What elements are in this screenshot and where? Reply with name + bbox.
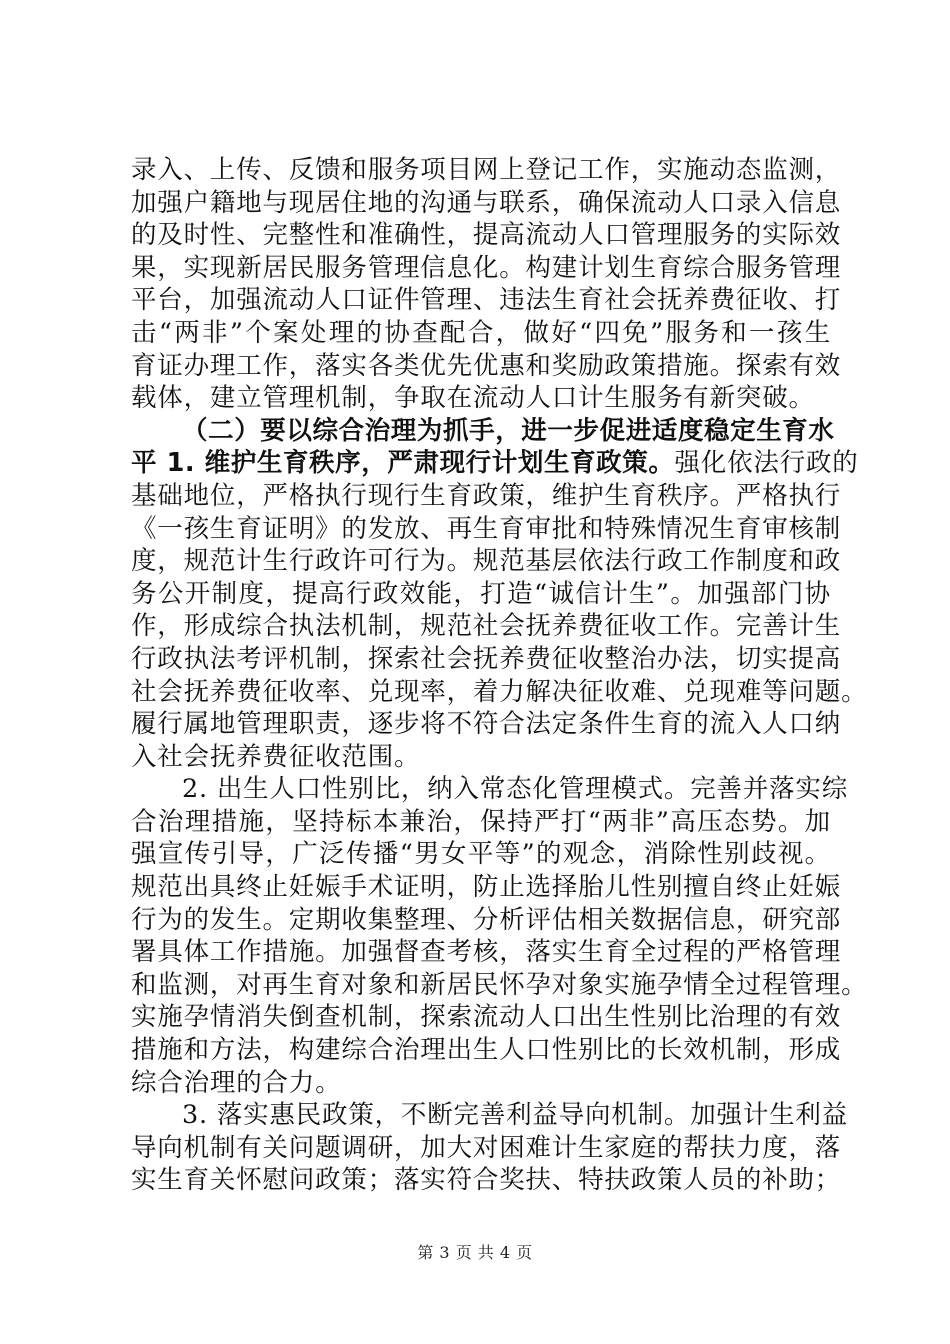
subsection-title: 平 1. 维护生育秩序，严肃现行计划生育政策。	[131, 448, 675, 479]
paragraph-line: 措施和方法，构建综合治理出生人口性别比的长效机制，形成	[131, 1035, 842, 1066]
paragraph-line: 果，实现新居民服务管理信息化。构建计划生育综合服务管理	[131, 252, 842, 283]
section-heading-text: （二）要以综合治理为抓手，进一步促进适度稳定生育水	[182, 415, 835, 446]
paragraph-line: 的及时性、完整性和准确性，提高流动人口管理服务的实际效	[131, 220, 842, 251]
document-body	[131, 154, 868, 1197]
list-item-heading: 3. 落实惠民政策，不断完善利益导向机制。加强计生利益	[182, 1100, 849, 1131]
paragraph-line: 强宣传引导，广泛传播“男女平等”的观念，消除性别歧视。	[131, 839, 831, 870]
paragraph-line: 入社会抚养费征收范围。	[131, 741, 421, 772]
paragraph-line: 合治理措施，坚持标本兼治，保持严打“两非”高压态势。加	[131, 806, 831, 837]
paragraph-line: 行政执法考评机制，探索社会抚养费征收整治办法，切实提高	[131, 643, 842, 674]
paragraph-line: 社会抚养费征收率、兑现率，着力解决征收难、兑现难等问题。	[131, 676, 868, 707]
paragraph-line: 署具体工作措施。加强督查考核，落实生育全过程的严格管理	[131, 937, 842, 968]
paragraph-line: 行为的发生。定期收集整理、分析评估相关数据信息，研究部	[131, 904, 842, 935]
section-heading	[131, 415, 835, 448]
paragraph-line: 导向机制有关问题调研，加大对困难计生家庭的帮扶力度，落	[131, 1132, 842, 1163]
paragraph-line: 基础地位，严格执行现行生育政策，维护生育秩序。严格执行	[131, 480, 842, 511]
paragraph-line: 实生育关怀慰问政策；落实符合奖扶、特扶政策人员的补助；	[131, 1165, 842, 1196]
paragraph-line: 规范出具终止妊娠手术证明，防止选择胎儿性别擅自终止妊娠	[131, 872, 842, 903]
paragraph-line: 平台，加强流动人口证件管理、违法生育社会抚养费征收、打	[131, 285, 842, 316]
list-item-heading: 2. 出生人口性别比，纳入常态化管理模式。完善并落实综	[182, 774, 849, 805]
paragraph-line: 加强户籍地与现居住地的沟通与联系，确保流动人口录入信息	[131, 187, 842, 218]
paragraph-line: 《一孩生育证明》的发放、再生育审批和特殊情况生育审核制	[131, 513, 842, 544]
paragraph-line: 育证办理工作，落实各类优先优惠和奖励政策措施。探索有效	[131, 350, 842, 381]
paragraph-text: 强化依法行政的	[674, 448, 859, 479]
paragraph-line: 度，规范计生行政许可行为。规范基层依法行政工作制度和政	[131, 546, 842, 577]
paragraph-line: 录入、上传、反馈和服务项目网上登记工作，实施动态监测，	[131, 155, 842, 185]
paragraph-line: 综合治理的合力。	[131, 1067, 342, 1098]
section-heading-continued	[131, 447, 859, 480]
paragraph-line: 击“两非”个案处理的协查配合，做好“四免”服务和一孩生	[131, 317, 831, 348]
paragraph-line: 履行属地管理职责，逐步将不符合法定条件生育的流入人口纳	[131, 709, 842, 740]
paragraph-line: 作，形成综合执法机制，规范社会抚养费征收工作。完善计生	[131, 611, 842, 642]
page-number: 第 3 页 共 4 页	[417, 1243, 533, 1262]
paragraph-line: 务公开制度，提高行政效能，打造“诚信计生”。加强部门协	[131, 578, 831, 609]
paragraph-line: 载体，建立管理机制，争取在流动人口计生服务有新突破。	[131, 383, 815, 414]
paragraph-line: 和监测，对再生育对象和新居民怀孕对象实施孕情全过程管理。	[131, 969, 868, 1000]
paragraph-line: 实施孕情消失倒查机制，探索流动人口出生性别比治理的有效	[131, 1002, 842, 1033]
page-footer	[0, 1242, 950, 1264]
